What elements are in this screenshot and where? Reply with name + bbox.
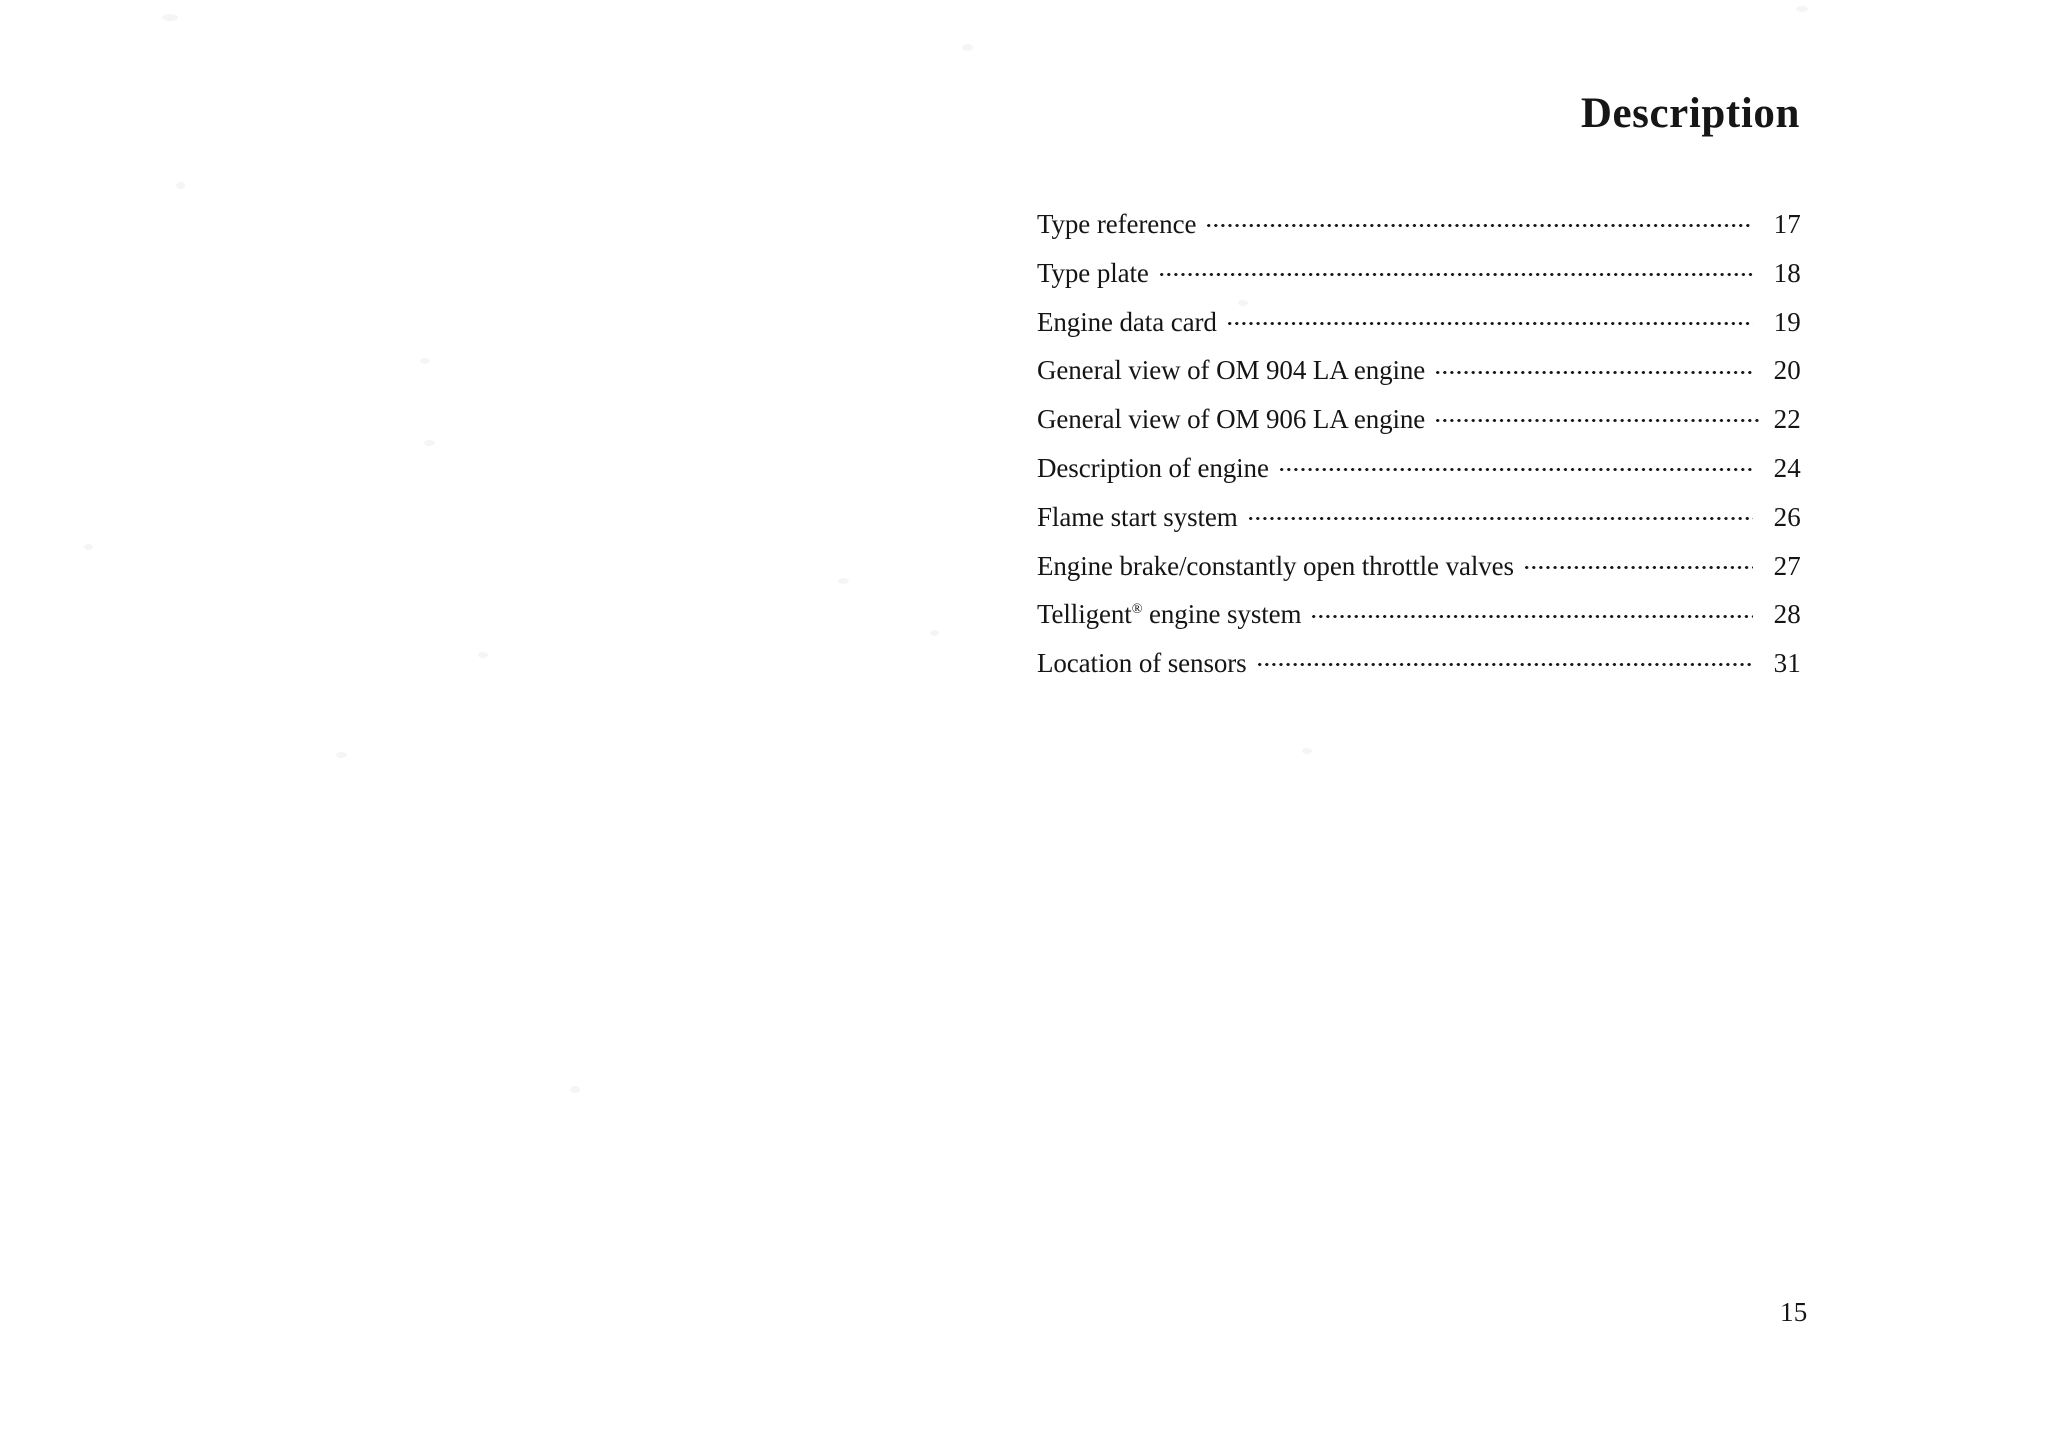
toc-entry-label: Engine brake/constantly open throttle valves bbox=[1037, 550, 1514, 581]
page-number: 15 bbox=[1780, 1297, 1808, 1327]
toc-entry-label: Description of engine bbox=[1037, 452, 1269, 483]
toc-dot-leader bbox=[1436, 352, 1753, 379]
toc-entry-page-number: 24 bbox=[1773, 452, 1801, 483]
toc-entry-label-tail: engine system bbox=[1142, 599, 1302, 630]
toc-entry[interactable] bbox=[1037, 200, 1801, 249]
toc-dot-leader bbox=[1280, 450, 1753, 477]
toc-entry-label: General view of OM 906 LA engine bbox=[1037, 404, 1426, 435]
toc-entry-page-number: 18 bbox=[1773, 257, 1801, 288]
toc-dot-leader bbox=[1207, 206, 1753, 233]
toc-entry[interactable] bbox=[1037, 444, 1801, 493]
toc-entry[interactable] bbox=[1037, 542, 1801, 591]
scan-artifact bbox=[962, 44, 973, 51]
scan-artifact bbox=[420, 358, 430, 364]
toc-entry-page-number: 27 bbox=[1773, 550, 1801, 581]
toc-entry-label: Type reference bbox=[1037, 209, 1197, 239]
toc-entry-page-number: 26 bbox=[1773, 501, 1801, 532]
toc-dot-leader bbox=[1249, 499, 1753, 526]
toc-entry-label: Engine data card bbox=[1037, 306, 1217, 337]
toc-entry-page-number: 31 bbox=[1773, 648, 1801, 679]
toc-entry-label: Location of sensors bbox=[1037, 648, 1247, 679]
toc-entry-page-number: 22 bbox=[1773, 404, 1801, 435]
scan-artifact bbox=[176, 182, 185, 189]
toc-entry[interactable] bbox=[1037, 395, 1801, 444]
toc-entry[interactable] bbox=[1037, 298, 1801, 347]
toc-dot-leader bbox=[1312, 596, 1753, 623]
toc-entry-page-number: 19 bbox=[1773, 306, 1801, 337]
scan-artifact bbox=[336, 752, 347, 758]
toc-dot-leader bbox=[1436, 401, 1759, 428]
scan-artifact bbox=[1302, 748, 1312, 754]
registered-trademark-icon: ® bbox=[1131, 601, 1143, 618]
toc-entry[interactable] bbox=[1037, 249, 1801, 298]
toc-dot-leader bbox=[1525, 548, 1753, 575]
toc-entry-label: Type plate bbox=[1037, 257, 1149, 288]
toc-entry-label: Flame start system bbox=[1037, 501, 1238, 532]
toc-dot-leader bbox=[1160, 255, 1753, 282]
toc-entry[interactable] bbox=[1037, 493, 1801, 542]
scan-artifact bbox=[478, 652, 488, 658]
toc-entry[interactable] bbox=[1037, 346, 1801, 395]
scan-artifact bbox=[162, 14, 178, 21]
scan-artifact bbox=[930, 630, 939, 636]
section-title: Description bbox=[1580, 90, 1800, 137]
toc-dot-leader bbox=[1258, 645, 1753, 672]
toc-dot-leader bbox=[1228, 304, 1753, 331]
toc-entry[interactable] bbox=[1037, 590, 1801, 639]
scan-artifact bbox=[1796, 6, 1808, 12]
toc-entry-label: General view of OM 904 LA engine bbox=[1037, 355, 1426, 386]
scan-artifact bbox=[570, 1086, 580, 1093]
scan-artifact bbox=[84, 544, 93, 550]
toc-entry-page-number: 17 bbox=[1773, 209, 1801, 239]
scan-artifact bbox=[838, 578, 849, 584]
toc-entry-label: Telligent® engine system bbox=[1037, 599, 1302, 630]
scan-artifact bbox=[424, 440, 435, 446]
toc-entry-page-number: 28 bbox=[1773, 599, 1801, 630]
toc-entry[interactable] bbox=[1037, 639, 1801, 688]
toc-entry-page-number: 20 bbox=[1773, 355, 1801, 386]
table-of-contents bbox=[1037, 200, 1801, 688]
